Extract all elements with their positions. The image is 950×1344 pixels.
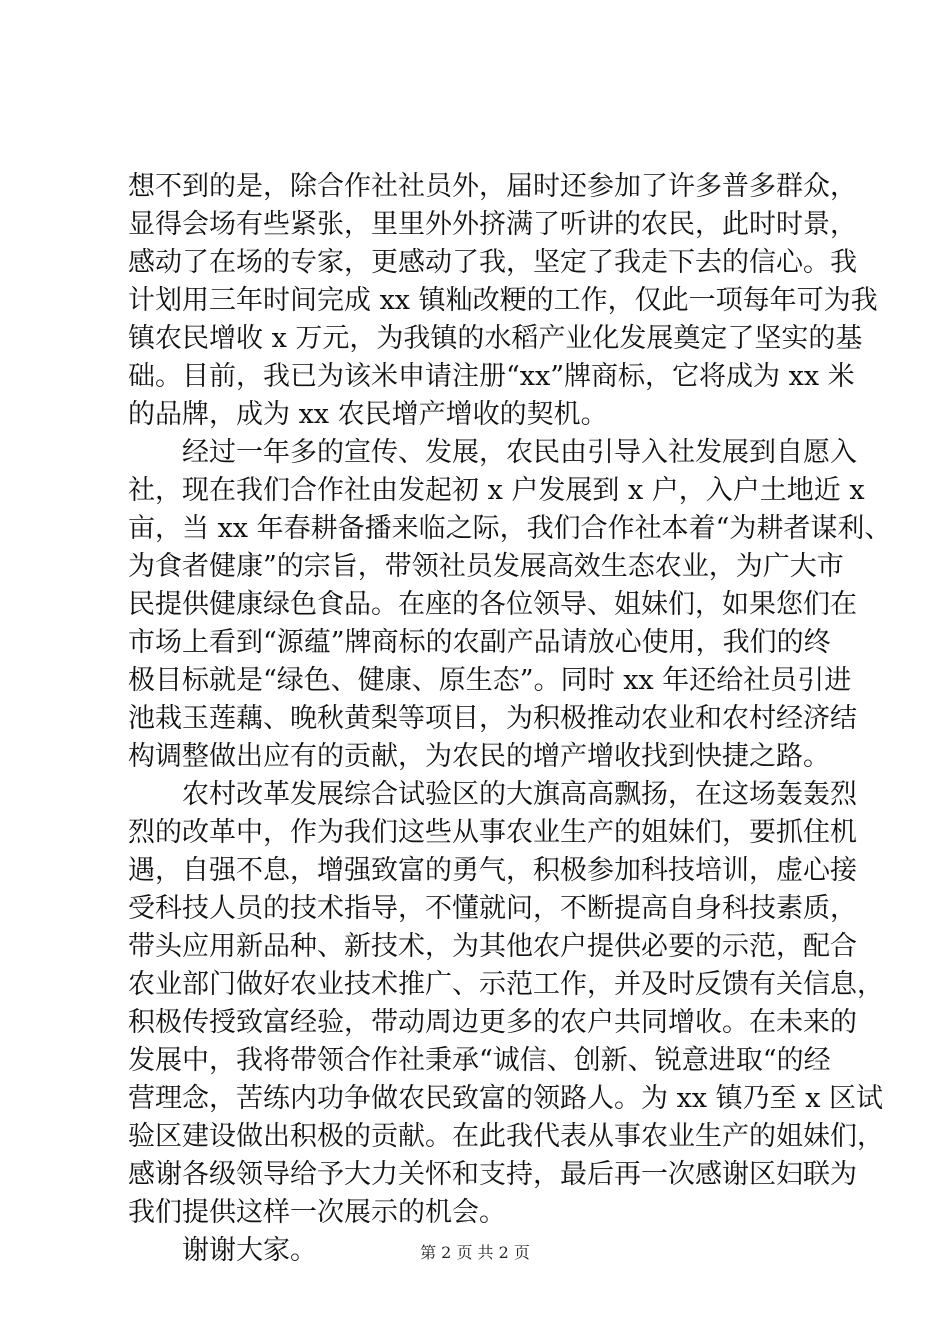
paragraph-line: 社，现在我们合作社由发起初 x 户发展到 x 户，入户土地近 x <box>128 475 865 506</box>
paragraph-line: 验区建设做出积极的贡献。在此我代表从事农业生产的姐妹们， <box>128 1121 884 1152</box>
paragraph-line: 感谢各级领导给予大力关怀和支持，最后再一次感谢区妇联为 <box>128 1159 857 1190</box>
paragraph-line: 构调整做出应有的贡献，为农民的增产增收找到快捷之路。 <box>128 741 830 772</box>
paragraph-line: 感动了在场的专家，更感动了我，坚定了我走下去的信心。我 <box>128 247 857 278</box>
paragraph-line: 积极传授致富经验，带动周边更多的农户共同增收。在未来的 <box>128 1007 857 1038</box>
paragraph-line: 极目标就是“绿色、健康、原生态”。同时 xx 年还给社员引进 <box>128 665 852 696</box>
paragraph <box>128 168 878 434</box>
paragraph-line: 营理念，苦练内功争做农民致富的领路人。为 xx 镇乃至 x 区试 <box>128 1083 884 1114</box>
paragraph-line: 的品牌，成为 xx 农民增产增收的契机。 <box>128 399 608 430</box>
paragraph-line: 市场上看到“源蕴”牌商标的农副产品请放心使用，我们的终 <box>128 627 831 658</box>
paragraph-line: 烈的改革中，作为我们这些从事农业生产的姐妹们，要抓住机 <box>128 817 857 848</box>
paragraph-line: 池栽玉莲藕、晚秋黄梨等项目，为积极推动农业和农村经济结 <box>128 703 857 734</box>
document-body <box>128 168 892 1270</box>
paragraph-line: 镇农民增收 x 万元，为我镇的水稻产业化发展奠定了坚实的基 <box>128 323 863 354</box>
paragraph-line: 我们提供这样一次展示的机会。 <box>128 1197 506 1228</box>
paragraph-line: 经过一年多的宣传、发展，农民由引导入社发展到自愿入 <box>182 437 857 468</box>
paragraph-line: 民提供健康绿色食品。在座的各位领导、姐妹们，如果您们在 <box>128 589 857 620</box>
paragraph-line: 谢谢大家。 <box>182 1235 317 1266</box>
paragraph-line: 显得会场有些紧张，里里外外挤满了听讲的农民，此时时景， <box>128 209 857 240</box>
paragraph-line: 遇，自强不息，增强致富的勇气，积极参加科技培训，虚心接 <box>128 855 857 886</box>
paragraph-line: 亩，当 xx 年春耕备播来临之际，我们合作社本着“为耕者谋利、 <box>128 513 892 544</box>
paragraph-line: 发展中，我将带领合作社秉承“诚信、创新、锐意进取“的经 <box>128 1045 831 1076</box>
paragraph <box>128 434 892 776</box>
paragraph-line: 础。目前，我已为该米申请注册“xx”牌商标，它将成为 xx 米 <box>128 361 855 392</box>
paragraph-line: 农业部门做好农业技术推广、示范工作，并及时反馈有关信息， <box>128 969 884 1000</box>
paragraph <box>128 776 884 1232</box>
paragraph-line: 为食者健康”的宗旨，带领社员发展高效生态农业，为广大市 <box>128 551 844 582</box>
paragraph-line: 计划用三年时间完成 xx 镇籼改粳的工作，仅此一项每年可为我 <box>128 285 878 316</box>
paragraph-line: 带头应用新品种、新技术，为其他农户提供必要的示范，配合 <box>128 931 857 962</box>
paragraph-line: 农村改革发展综合试验区的大旗高高飘扬，在这场轰轰烈 <box>182 779 857 810</box>
paragraph-line: 受科技人员的技术指导，不懂就问，不断提高自身科技素质， <box>128 893 857 924</box>
page-footer: 第 2 页 共 2 页 <box>420 1243 530 1262</box>
paragraph-line: 想不到的是，除合作社社员外，届时还参加了许多普多群众， <box>128 171 857 202</box>
